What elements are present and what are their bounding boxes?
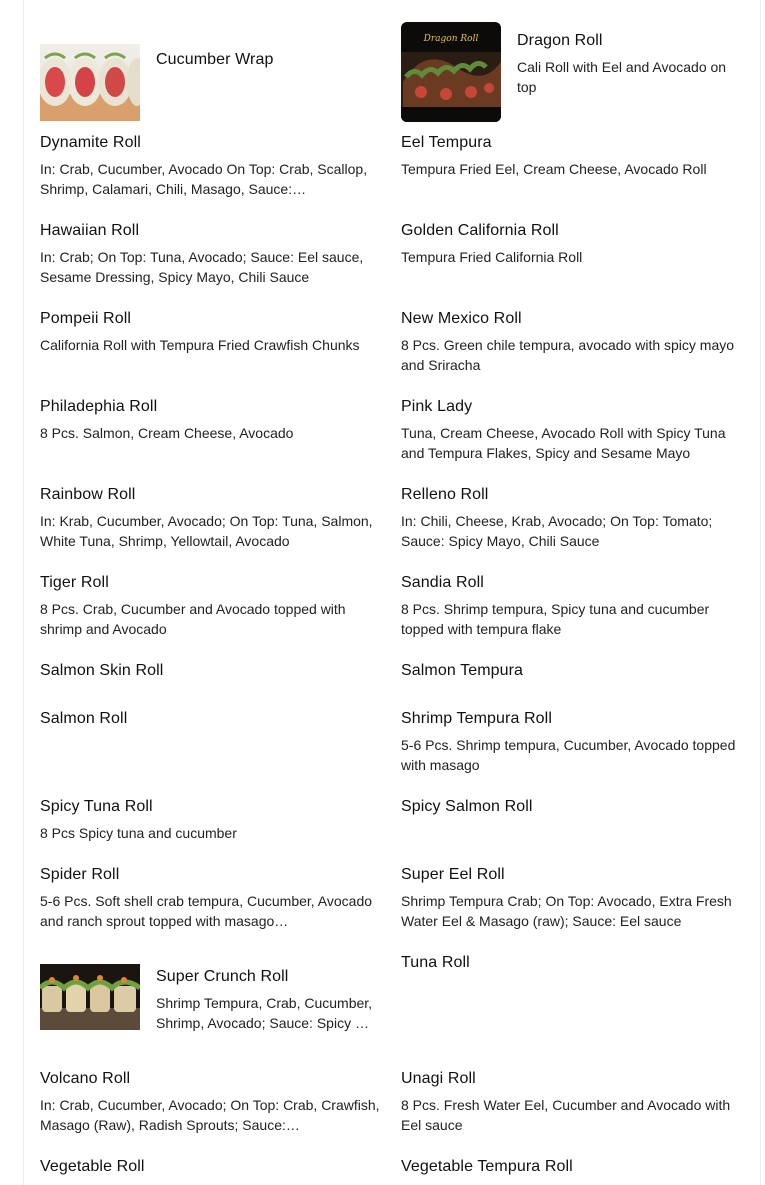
item-name: Tuna Roll <box>401 954 470 971</box>
item-description: 8 Pcs Spicy tuna and cucumber <box>40 825 237 841</box>
menu-item-eel-tempura[interactable] <box>401 133 746 179</box>
item-name: Vegetable Roll <box>40 1158 145 1175</box>
menu-item-pink-lady[interactable] <box>401 397 746 463</box>
item-description: 5-6 Pcs. Soft shell crab tempura, Cucumber, Avocado and ranch sprout topped with masago… <box>40 893 373 929</box>
item-name: Dynamite Roll <box>40 134 141 151</box>
menu-item-super-crunch-roll[interactable] <box>40 964 385 1030</box>
item-description: In: Crab, Cucumber, Avocado On Top: Crab, Scallop, Shrimp, Calamari, Chili, Masago, Sauce:… <box>40 161 368 197</box>
item-description: In: Crab, Cucumber, Avocado; On Top: Crab, Crawfish, Masago (Raw), Radish Sprouts; Sauce:… <box>40 1097 380 1133</box>
item-name: Tiger Roll <box>40 574 109 591</box>
item-description: Tempura Fried Eel, Cream Cheese, Avocado Roll <box>401 161 707 177</box>
menu-item-tuna-roll[interactable] <box>401 953 746 973</box>
menu-item-vegetable-roll[interactable] <box>40 1157 380 1177</box>
menu-item-rainbow-roll[interactable] <box>40 485 380 551</box>
item-name: Spider Roll <box>40 866 120 883</box>
menu-item-salmon-tempura[interactable] <box>401 661 746 681</box>
item-description: 5-6 Pcs. Shrimp tempura, Cucumber, Avocado topped with masago <box>401 737 736 773</box>
item-description: In: Krab, Cucumber, Avocado; On Top: Tuna, Salmon, White Tuna, Shrimp, Yellowtail, Avocado <box>40 513 373 549</box>
item-description: Cali Roll with Eel and Avocado on top <box>517 59 727 95</box>
item-name: Golden California Roll <box>401 222 559 239</box>
item-name: Rainbow Roll <box>40 486 136 503</box>
item-description: 8 Pcs. Crab, Cucumber and Avocado topped with shrimp and Avocado <box>40 601 346 637</box>
super-crunch-roll-image <box>40 964 140 1030</box>
item-description: Tuna, Cream Cheese, Avocado Roll with Spicy Tuna and Tempura Flakes, Spicy and Sesame Mayo <box>401 425 726 461</box>
item-description: 8 Pcs. Green chile tempura, avocado with spicy mayo and Sriracha <box>401 337 735 373</box>
item-name: Pink Lady <box>401 398 473 415</box>
menu-item-salmon-skin-roll[interactable] <box>40 661 380 681</box>
menu-item-dynamite-roll[interactable] <box>40 133 380 199</box>
item-name: Sandia Roll <box>401 574 484 591</box>
item-name: Philadephia Roll <box>40 398 158 415</box>
menu-item-tiger-roll[interactable] <box>40 573 380 639</box>
menu-item-new-mexico-roll[interactable] <box>401 309 746 375</box>
menu-item-volcano-roll[interactable] <box>40 1069 380 1135</box>
item-name: Relleno Roll <box>401 486 489 503</box>
menu-item-spicy-tuna-roll[interactable] <box>40 797 380 843</box>
item-description: 8 Pcs. Fresh Water Eel, Cucumber and Avocado with Eel sauce <box>401 1097 731 1133</box>
item-name: Spicy Tuna Roll <box>40 798 153 815</box>
item-name: Spicy Salmon Roll <box>401 798 533 815</box>
menu-item-salmon-roll[interactable] <box>40 709 380 729</box>
item-description: Tempura Fried California Roll <box>401 249 583 265</box>
item-name: Cucumber Wrap <box>156 51 274 68</box>
menu-item-philadephia-roll[interactable] <box>40 397 380 443</box>
item-name: Vegetable Tempura Roll <box>401 1158 573 1175</box>
item-name: Salmon Roll <box>40 710 128 727</box>
item-name: Super Eel Roll <box>401 866 505 883</box>
menu-item-golden-california-roll[interactable] <box>401 221 746 267</box>
item-name: Volcano Roll <box>40 1070 131 1087</box>
menu-item-vegetable-tempura-roll[interactable] <box>401 1157 746 1177</box>
menu-item-sandia-roll[interactable] <box>401 573 746 639</box>
dragon-roll-caption: Dragon Roll <box>423 34 479 44</box>
item-name: Salmon Tempura <box>401 662 524 679</box>
item-description: Shrimp Tempura, Crab, Cucumber, Shrimp, Avocado; Sauce: Spicy … <box>156 995 373 1031</box>
item-name: New Mexico Roll <box>401 310 522 327</box>
item-name: Eel Tempura <box>401 134 492 151</box>
item-description: In: Chili, Cheese, Krab, Avocado; On Top: Tomato; Sauce: Spicy Mayo, Chili Sauce <box>401 513 713 549</box>
item-description: Shrimp Tempura Crab; On Top: Avocado, Extra Fresh Water Eel & Masago (raw); Sauce: Eel sauce <box>401 893 732 929</box>
dragon-roll-image <box>401 22 501 122</box>
item-name: Pompeii Roll <box>40 310 132 327</box>
cucumber-wrap-image <box>40 44 140 121</box>
menu-item-shrimp-tempura-roll[interactable] <box>401 709 746 775</box>
menu-item-relleno-roll[interactable] <box>401 485 746 551</box>
menu-item-pompeii-roll[interactable] <box>40 309 380 355</box>
item-name: Unagi Roll <box>401 1070 476 1087</box>
menu-item-unagi-roll[interactable] <box>401 1069 746 1135</box>
item-description: California Roll with Tempura Fried Crawfish Chunks <box>40 337 360 353</box>
menu-item-cucumber-wrap[interactable] <box>40 22 380 99</box>
item-name: Dragon Roll <box>517 32 603 49</box>
menu-item-spider-roll[interactable] <box>40 865 380 931</box>
menu-item-spicy-salmon-roll[interactable] <box>401 797 746 817</box>
item-description: 8 Pcs. Shrimp tempura, Spicy tuna and cucumber topped with tempura flake <box>401 601 710 637</box>
menu-item-hawaiian-roll[interactable] <box>40 221 380 287</box>
item-name: Super Crunch Roll <box>156 968 289 985</box>
item-name: Salmon Skin Roll <box>40 662 164 679</box>
item-description: 8 Pcs. Salmon, Cream Cheese, Avocado <box>40 425 294 441</box>
menu-item-super-eel-roll[interactable] <box>401 865 746 931</box>
menu-item-dragon-roll[interactable] <box>401 11 746 111</box>
item-description: In: Crab; On Top: Tuna, Avocado; Sauce: Eel sauce, Sesame Dressing, Spicy Mayo, Chili Sauce <box>40 249 364 285</box>
item-name: Hawaiian Roll <box>40 222 140 239</box>
item-name: Shrimp Tempura Roll <box>401 710 552 727</box>
